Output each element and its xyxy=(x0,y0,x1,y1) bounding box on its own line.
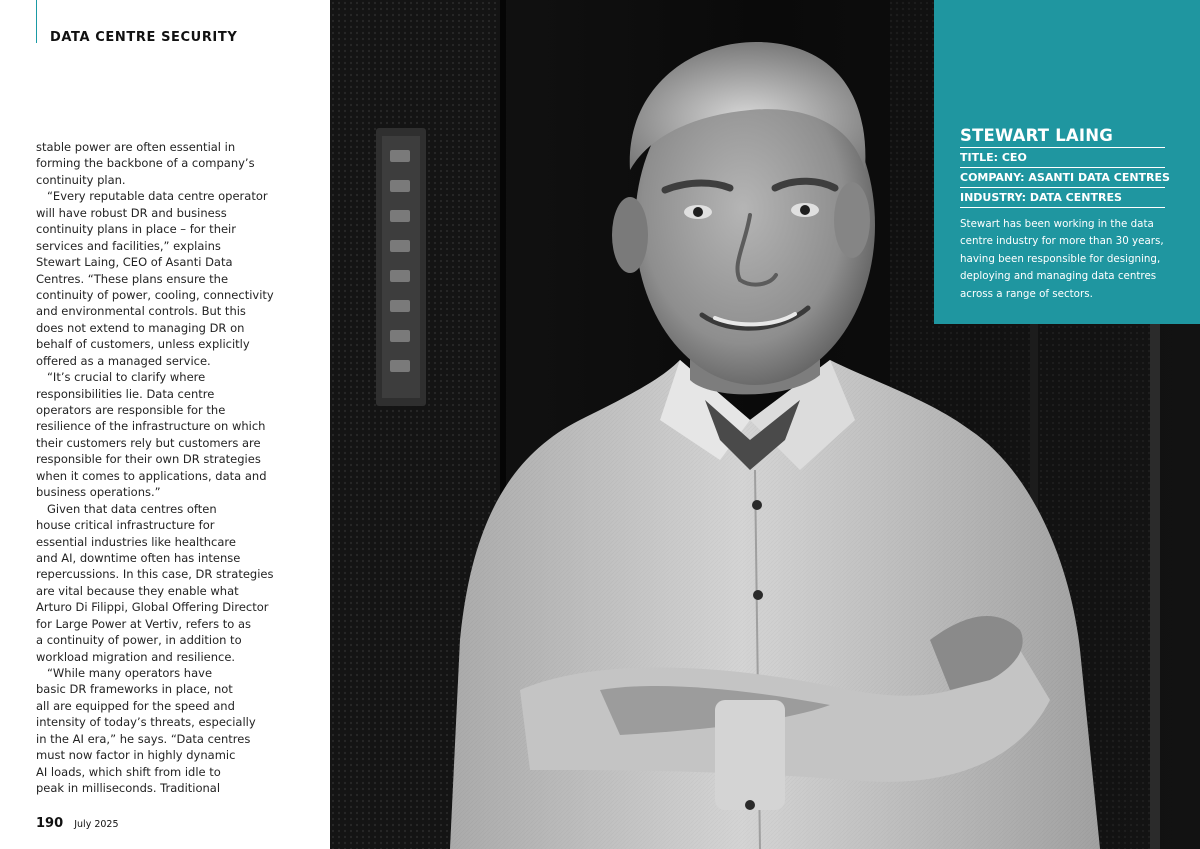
article-line: essential industries like healthcare xyxy=(36,534,236,549)
article-line: basic DR frameworks in place, not xyxy=(36,682,233,697)
page-folio xyxy=(36,812,119,831)
article-line: house critical infrastructure for xyxy=(36,518,215,533)
article-line: forming the backbone of a company’s xyxy=(36,156,255,171)
profile-bio-line: centre industry for more than 30 years, xyxy=(960,235,1164,248)
article-line: their customers rely but customers are xyxy=(36,435,261,450)
article-line: workload migration and resilience. xyxy=(36,649,236,664)
left-page xyxy=(0,0,330,849)
article-line: services and facilities,” explains xyxy=(36,238,221,253)
article-line: “It’s crucial to clarify where xyxy=(36,370,206,385)
article-line: responsible for their own DR strategies xyxy=(36,452,261,467)
article-line: in the AI era,” he says. “Data centres xyxy=(36,731,251,746)
section-title: DATA CENTRE SECURITY xyxy=(50,30,238,45)
article-line: for Large Power at Vertiv, refers to as xyxy=(36,616,252,631)
article-line: does not extend to managing DR on xyxy=(36,320,245,335)
article-line: Centres. “These plans ensure the xyxy=(36,271,229,286)
article-line: “While many operators have xyxy=(36,666,213,680)
article-line: responsibilities lie. Data centre xyxy=(36,386,215,401)
article-line: must now factor in highly dynamic xyxy=(36,748,236,763)
article-line: Stewart Laing, CEO of Asanti Data xyxy=(36,255,233,270)
article-line: and environmental controls. But this xyxy=(36,304,246,319)
profile-company: COMPANY: ASANTI DATA CENTRES xyxy=(960,168,1165,188)
issue-date: July 2025 xyxy=(74,819,119,830)
article-line: intensity of today’s threats, especially xyxy=(36,715,256,730)
article-line: will have robust DR and business xyxy=(36,205,227,220)
article-line: all are equipped for the speed and xyxy=(36,698,235,713)
article-line: offered as a managed service. xyxy=(36,353,211,368)
article-line: AI loads, which shift from idle to xyxy=(36,764,221,779)
profile-bio-line: deploying and managing data centres xyxy=(960,270,1157,283)
article-line: when it comes to applications, data and xyxy=(36,468,267,483)
article-line: business operations.” xyxy=(36,485,161,500)
profile-bio-line: across a range of sectors. xyxy=(960,287,1093,300)
article-line: behalf of customers, unless explicitly xyxy=(36,337,250,352)
page-number: 190 xyxy=(36,816,64,831)
article-line: Given that data centres often xyxy=(36,501,217,516)
article-line: resilience of the infrastructure on which xyxy=(36,419,266,434)
profile-box xyxy=(934,0,1200,324)
article-line: and AI, downtime often has intense xyxy=(36,550,241,565)
profile-bio-line: Stewart has been working in the data xyxy=(960,218,1154,230)
article-line: a continuity of power, in addition to xyxy=(36,633,242,648)
article-line: “Every reputable data centre operator xyxy=(36,189,268,204)
article-line: continuity plan. xyxy=(36,172,126,187)
section-rule xyxy=(36,0,37,43)
profile-bio xyxy=(960,216,1165,303)
article-body xyxy=(36,139,281,797)
article-line: repercussions. In this case, DR strategies xyxy=(36,567,274,582)
article-line: Arturo Di Filippi, Global Offering Director xyxy=(36,600,269,615)
article-line: are vital because they enable what xyxy=(36,583,239,598)
article-line: continuity plans in place – for their xyxy=(36,222,236,237)
profile-bio-line: having been responsible for designing, xyxy=(960,252,1161,265)
profile-name: STEWART LAING xyxy=(960,126,1165,148)
article-line: stable power are often essential in xyxy=(36,140,236,154)
article-line: peak in milliseconds. Traditional xyxy=(36,781,221,796)
article-line: continuity of power, cooling, connectivity xyxy=(36,287,274,302)
profile-industry: INDUSTRY: DATA CENTRES xyxy=(960,188,1165,208)
profile-title: TITLE: CEO xyxy=(960,148,1165,168)
article-line: operators are responsible for the xyxy=(36,403,226,417)
